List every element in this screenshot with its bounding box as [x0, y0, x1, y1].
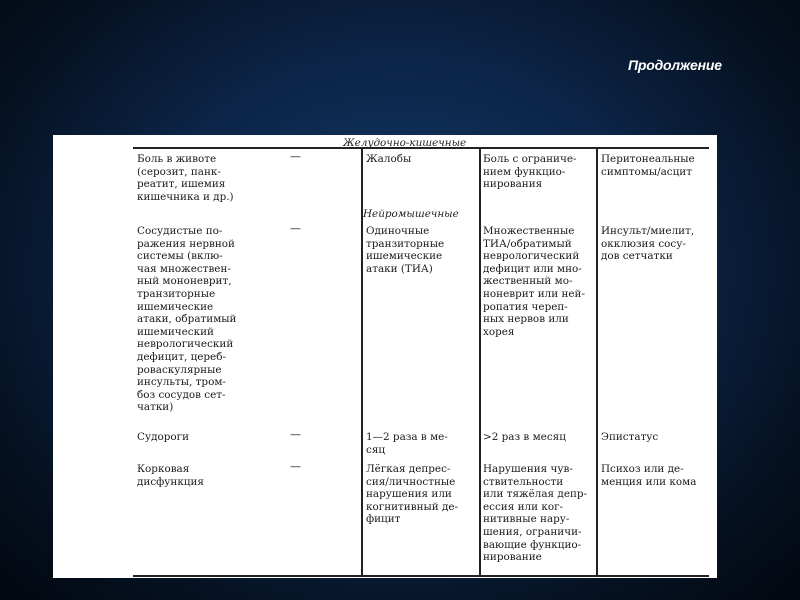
scanned-table: [53, 135, 717, 578]
slide-title: Продолжение: [628, 57, 722, 73]
row4-dash: —: [290, 460, 301, 473]
row2-dash: —: [290, 222, 301, 235]
section-gi: Желудочно-кишечные: [343, 137, 467, 149]
row3-grade1: 1—2 раза в ме- сяц: [366, 431, 448, 456]
row1-dash: —: [290, 150, 301, 163]
row4-criterion: Корковая дисфункция: [137, 463, 204, 488]
row4-grade3: Психоз или де- менция или кома: [601, 463, 697, 488]
row4-grade1: Лёгкая депрес- сия/личностные нарушения или когнитивный де- фицит: [366, 463, 459, 526]
row2-grade2: Множественные ТИА/обратимый неврологический дефицит или мно- жественный мо- ноневрит или ней- ропатия череп- ных нервов или хорея: [483, 225, 585, 338]
row3-grade2: >2 раз в месяц: [483, 431, 566, 443]
row1-grade1: Жалобы: [366, 153, 412, 165]
row1-grade2: Боль с ограниче- нием функцио- нирования: [483, 153, 577, 191]
row2-grade3: Инсульт/миелит, окклюзия сосу- дов сетчатки: [601, 225, 695, 263]
row3-dash: —: [290, 428, 301, 441]
row3-grade3: Эпистатус: [601, 431, 659, 443]
row1-criterion: Боль в животе (серозит, панк- реатит, ишемия кишечника и др.): [137, 153, 234, 203]
row2-grade1: Одиночные транзиторные ишемические атаки (ТИА): [366, 225, 445, 275]
row4-grade2: Нарушения чув- ствительности или тяжёлая депр- ессия или ког- нитивные нару- шения, ограничи- вающие функцио- нирование: [483, 463, 588, 564]
table-bottom-rule: [133, 575, 709, 577]
col-divider-3: [596, 148, 598, 575]
row1-grade3: Перитонеальные симптомы/асцит: [601, 153, 695, 178]
row3-criterion: Судороги: [137, 431, 189, 443]
section-neuro: Нейромышечные: [363, 208, 459, 220]
col-divider-2: [479, 148, 481, 575]
row2-criterion: Сосудистые по- ражения нервной системы (вклю- чая множествен- ный мононеврит, транзиторные ишемические атаки, обратимый ишемический неврологический дефицит, цереб- роваскулярные инсульты, тром- боз сосудов сет- чатки): [137, 225, 237, 414]
